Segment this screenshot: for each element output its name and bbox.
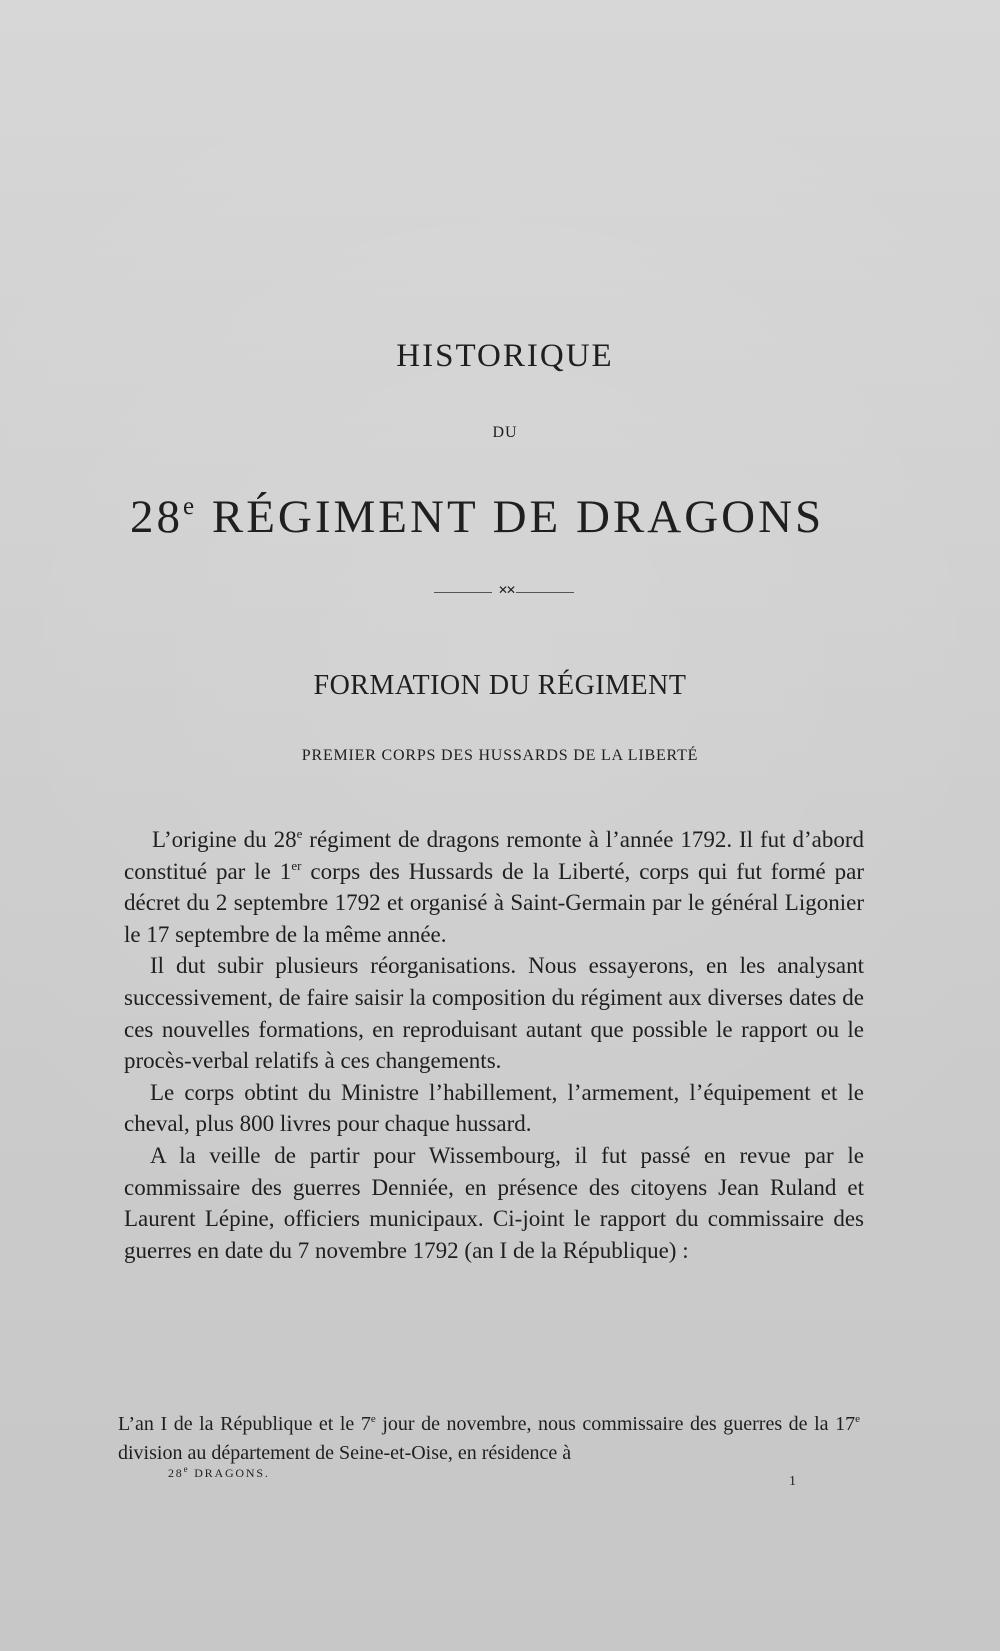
paragraph-review: A la veille de partir pour Wissembourg, il fut passé en revue par le commissaire des guerres Denniée, en présence des citoyens Jean Ruland et Laurent Lépine, officiers municipaux. Ci-joint le rapport du commissaire des guerres en date du 7 novembre 1792 (an I de la République) : [124, 1142, 864, 1263]
main-body-text [124, 824, 864, 1266]
paragraph-origin-sup-1: e [296, 826, 303, 841]
title-regiment-text: RÉGIMENT DE DRAGONS [211, 491, 825, 543]
paragraph-equipment: Le corps obtint du Ministre l’habillement, l’armement, l’équipement et le cheval, plus 800 livres pour chaque hussard. [124, 1079, 864, 1137]
paragraph-origin-part-3: corps des Hussards de la Liberté, corps qui fut formé par décret du 2 septembre 1792 et organisé à Saint-Germain par le général Ligonier le 17 septembre de la même année. [124, 858, 864, 947]
page-number: 1 [789, 1474, 796, 1489]
quote-part-3: division au département de Seine-et-Oise, en résidence à [118, 1442, 572, 1464]
section-subheading: PREMIER CORPS DES HUSSARDS DE LA LIBERTÉ [301, 747, 699, 764]
title-regiment-suffix: e [183, 493, 198, 520]
quoted-report-text [118, 1410, 860, 1468]
quote-part-1: L’an I de la République et le 7 [118, 1413, 371, 1435]
footer-signature-number: 28 [168, 1466, 184, 1480]
title-du: DU [492, 424, 518, 441]
title-ornament [434, 585, 574, 599]
ornament-mark: ✕✕ [498, 583, 515, 597]
ornament-right-line [516, 592, 574, 593]
footer-signature [168, 1466, 270, 1481]
footer-signature-suffix: e [183, 1464, 190, 1474]
paragraph-origin-sup-2: er [291, 857, 302, 873]
paragraph-origin-part-1: L’origine du 28 [152, 827, 297, 852]
paragraph-origin-part-2: régiment de dragons remonte à l’année 1792. Il fut d’abord constitué par le 1 [124, 827, 864, 884]
ornament-left-line [434, 592, 492, 593]
title-regiment-number: 28 [130, 491, 183, 543]
quote-sup-2: e [855, 1413, 860, 1425]
quote-part-2: jour de novembre, nous commissaire des guerres de la 17 [375, 1413, 856, 1435]
footer-signature-text: DRAGONS. [194, 1466, 270, 1480]
section-heading: FORMATION DU RÉGIMENT [313, 670, 687, 701]
paragraph-reorganisations: Il dut subir plusieurs réorganisations. Nous essayerons, en les analysant successivement, de faire saisir la composition du régiment aux diverses dates de ces nouvelles formations, en reproduisant autant que possible le rapport ou le procès-verbal relatifs à ces changements. [124, 953, 864, 1074]
title-regiment [130, 490, 880, 544]
title-historique: HISTORIQUE [396, 338, 614, 374]
quote-sup-1: e [370, 1413, 376, 1425]
paragraph-origin [124, 824, 864, 950]
